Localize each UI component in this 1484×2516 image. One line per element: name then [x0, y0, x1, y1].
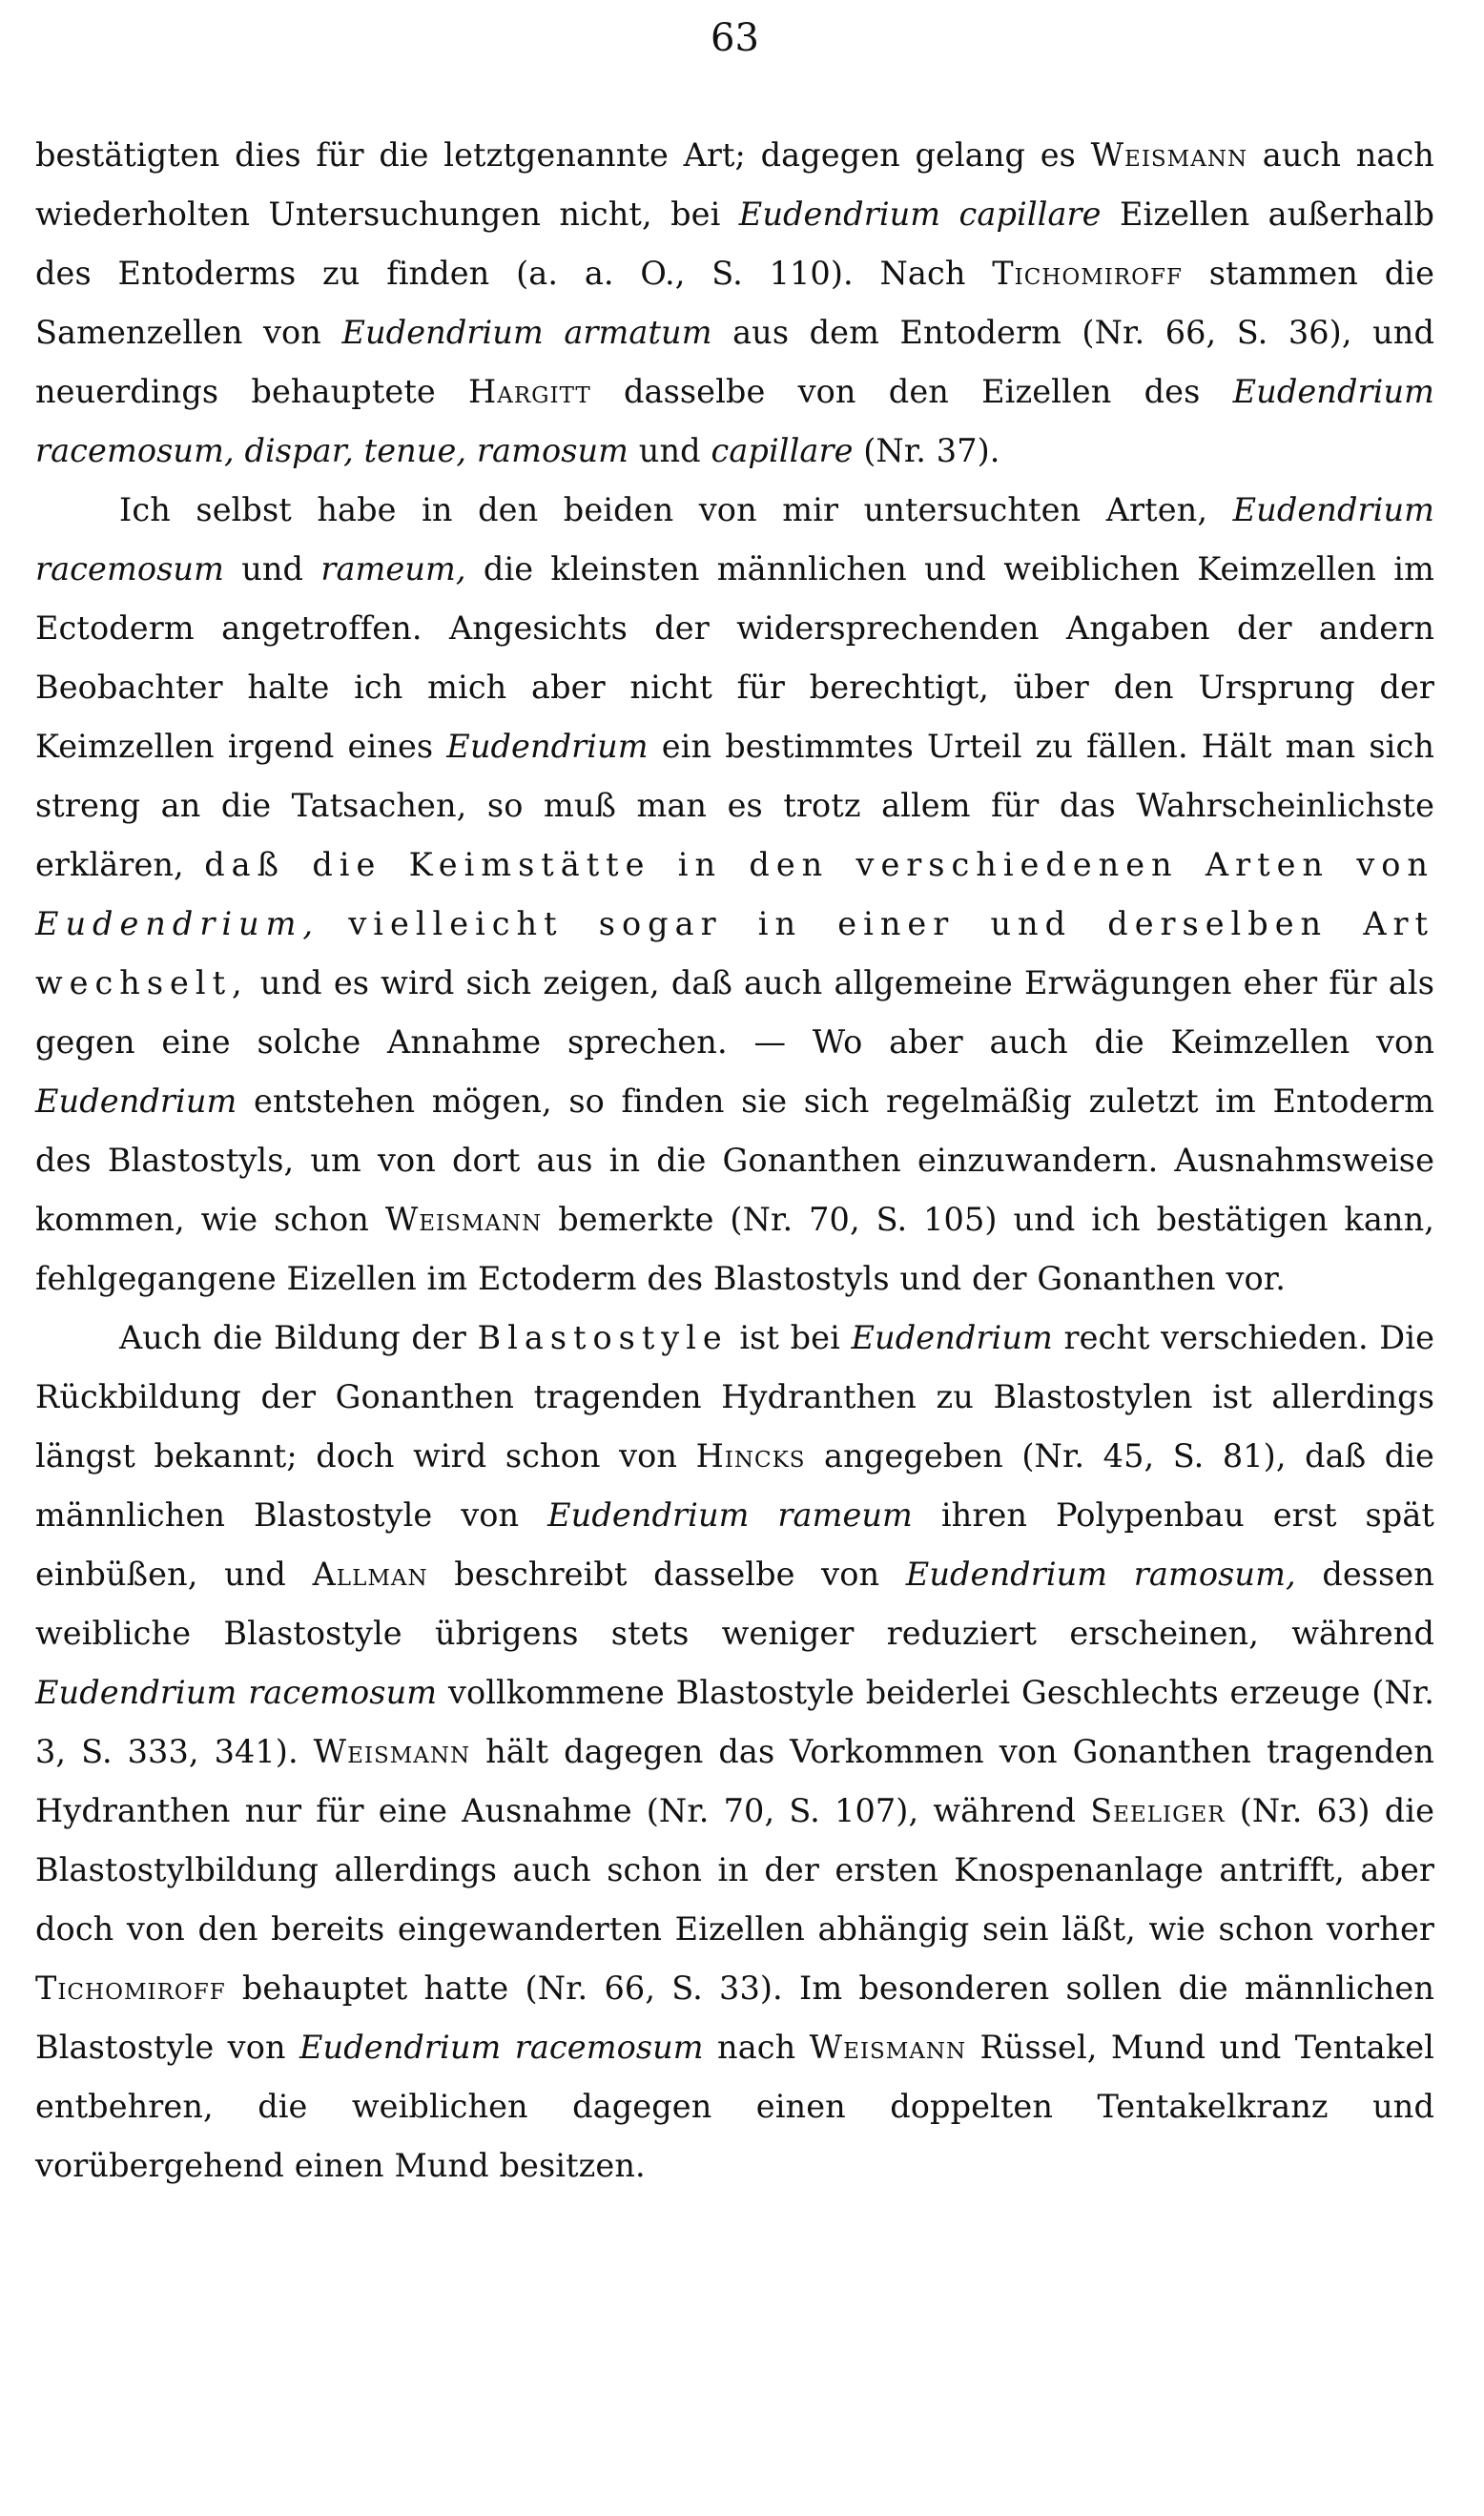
- text-run: Eizellen außerhalb des Entoderms zu finden (a. a. O., S. 110). Nach: [35, 196, 1435, 292]
- author-name: Weismann: [1090, 136, 1248, 174]
- text-run: auch nach wiederholten Untersuchungen nicht, bei: [35, 136, 1434, 233]
- text-run: und: [629, 432, 711, 469]
- text-run: recht verschieden. Die Rückbildung der Gonanthen tragenden Hydranthen zu Blastostylen ist allerdings längst bekannt; doch wird schon von: [35, 1319, 1434, 1475]
- text-run: entstehen mögen, so finden sie sich regelmäßig zuletzt im Entoderm des Blastostyls, um von dort aus in die Gonanthen einzuwandern. Ausnahmsweise kommen, wie schon: [35, 1083, 1434, 1238]
- page-number: 63: [711, 16, 759, 60]
- text-run: bemerkte (Nr. 70, S. 105) und ich bestätigen kann, fehlgegangene Eizellen im Ectoderm des Blastostyls und der Gonanthen vor.: [35, 1201, 1434, 1297]
- text-run: die kleinsten männlichen und weiblichen Keimzellen im Ectoderm angetroffen. Angesichts der widersprechenden Angaben der andern Beobachter halte ich mich aber nicht für berechtigt, über den Ursprung der Keimzellen irgend eines: [35, 550, 1434, 765]
- taxon-name: Eudendrium: [35, 1083, 237, 1120]
- taxon-name: Eudendrium: [446, 728, 649, 765]
- text-run: beschreibt dasselbe von: [427, 1556, 906, 1593]
- taxon-name: rameum,: [320, 550, 466, 588]
- taxon-name: Eudendrium: [851, 1319, 1053, 1356]
- text-run: nach: [703, 2029, 810, 2066]
- author-name: Hargitt: [468, 373, 591, 410]
- text-run: ein bestimmtes Urteil zu fällen. Hält man sich streng an die Tatsachen, so muß man es trotz allem für das Wahrscheinlichste erklären,: [35, 728, 1435, 883]
- text-run: bestätigten dies für die letztgenannte Art; dagegen gelang es: [35, 136, 1091, 174]
- paragraph: [35, 126, 1434, 481]
- text-run: und: [223, 550, 321, 588]
- text-run: dessen weibliche Blastostyle übrigens stets weniger reduziert erscheinen, während: [35, 1556, 1434, 1652]
- text-run: (Nr. 37).: [853, 432, 1000, 469]
- text-run: Auch die Bildung der: [119, 1319, 478, 1356]
- author-name: Weismann: [313, 1733, 471, 1770]
- text-run: vollkommene Blastostyle beiderlei Geschlechts erzeuge (Nr. 3, S. 333, 341).: [35, 1674, 1434, 1770]
- emphasis-spaced: daß die Keimstätte in den verschiedenen Arten von: [204, 846, 1434, 883]
- body-text: [35, 126, 1434, 2196]
- taxon-name: Eudendrium racemosum: [299, 2029, 704, 2066]
- text-run: Rüssel, Mund und Tentakel entbehren, die weiblichen dagegen einen doppelten Tentakelkranz und vorübergehend einen Mund besitzen.: [35, 2029, 1434, 2184]
- taxon-name: Eudendrium capillare: [738, 196, 1102, 233]
- paragraph: [35, 1309, 1434, 2196]
- author-name: Tichomiroff: [992, 255, 1183, 292]
- text-run: dasselbe von den Eizellen des: [590, 373, 1233, 410]
- author-name: Seeliger: [1090, 1792, 1226, 1829]
- text-run: Ich selbst habe in den beiden von mir untersuchten Arten,: [119, 491, 1233, 528]
- text-run: hält dagegen das Vorkommen von Gonanthen tragenden Hydranthen nur für eine Ausnahme (Nr. 70, S. 107), während: [35, 1733, 1434, 1829]
- author-name: Weismann: [809, 2029, 967, 2066]
- text-run: ist bei: [728, 1319, 852, 1356]
- text-run: angegeben (Nr. 45, S. 81), daß die männlichen Blastostyle von: [35, 1437, 1434, 1534]
- text-run: [319, 905, 348, 942]
- taxon-name: Eudendrium racemosum: [35, 491, 1434, 588]
- emphasis-spaced: Blastostyle: [477, 1319, 729, 1356]
- emphasis-spaced: vielleicht sogar in einer und derselben Art wechselt,: [35, 905, 1434, 1001]
- author-name: Hincks: [695, 1437, 806, 1475]
- taxon-name: Eudendrium,: [35, 905, 320, 942]
- author-name: Tichomiroff: [35, 1969, 226, 2007]
- paragraph: [35, 481, 1434, 1309]
- text-run: (Nr. 63) die Blastostylbildung allerdings auch schon in der ersten Knospenanlage antrifft, aber doch von den bereits eingewanderten Eizellen abhängig sein läßt, wie schon vorher: [35, 1792, 1434, 1948]
- taxon-name: Eudendrium rameum: [547, 1496, 913, 1534]
- text-run: und es wird sich zeigen, daß auch allgemeine Erwägungen eher für als gegen eine solche Annahme sprechen. — Wo aber auch die Keimzellen von: [35, 964, 1434, 1061]
- taxon-name: Eudendrium racemosum: [35, 1674, 438, 1711]
- text-run: ihren Polypenbau erst spät einbüßen, und: [35, 1496, 1434, 1593]
- author-name: Allman: [312, 1556, 428, 1593]
- text-run: stammen die Samenzellen von: [35, 255, 1434, 351]
- taxon-name: Eudendrium ramosum,: [905, 1556, 1296, 1593]
- text-run: aus dem Entoderm (Nr. 66, S. 36), und neuerdings behauptete: [35, 314, 1434, 410]
- taxon-name: Eudendrium racemosum, dispar, tenue, ramosum: [35, 373, 1434, 469]
- taxon-name: capillare: [711, 432, 854, 469]
- author-name: Weismann: [384, 1201, 543, 1238]
- taxon-name: Eudendrium armatum: [341, 314, 712, 351]
- text-run: behauptet hatte (Nr. 66, S. 33). Im besonderen sollen die männlichen Blastostyle von: [35, 1969, 1434, 2066]
